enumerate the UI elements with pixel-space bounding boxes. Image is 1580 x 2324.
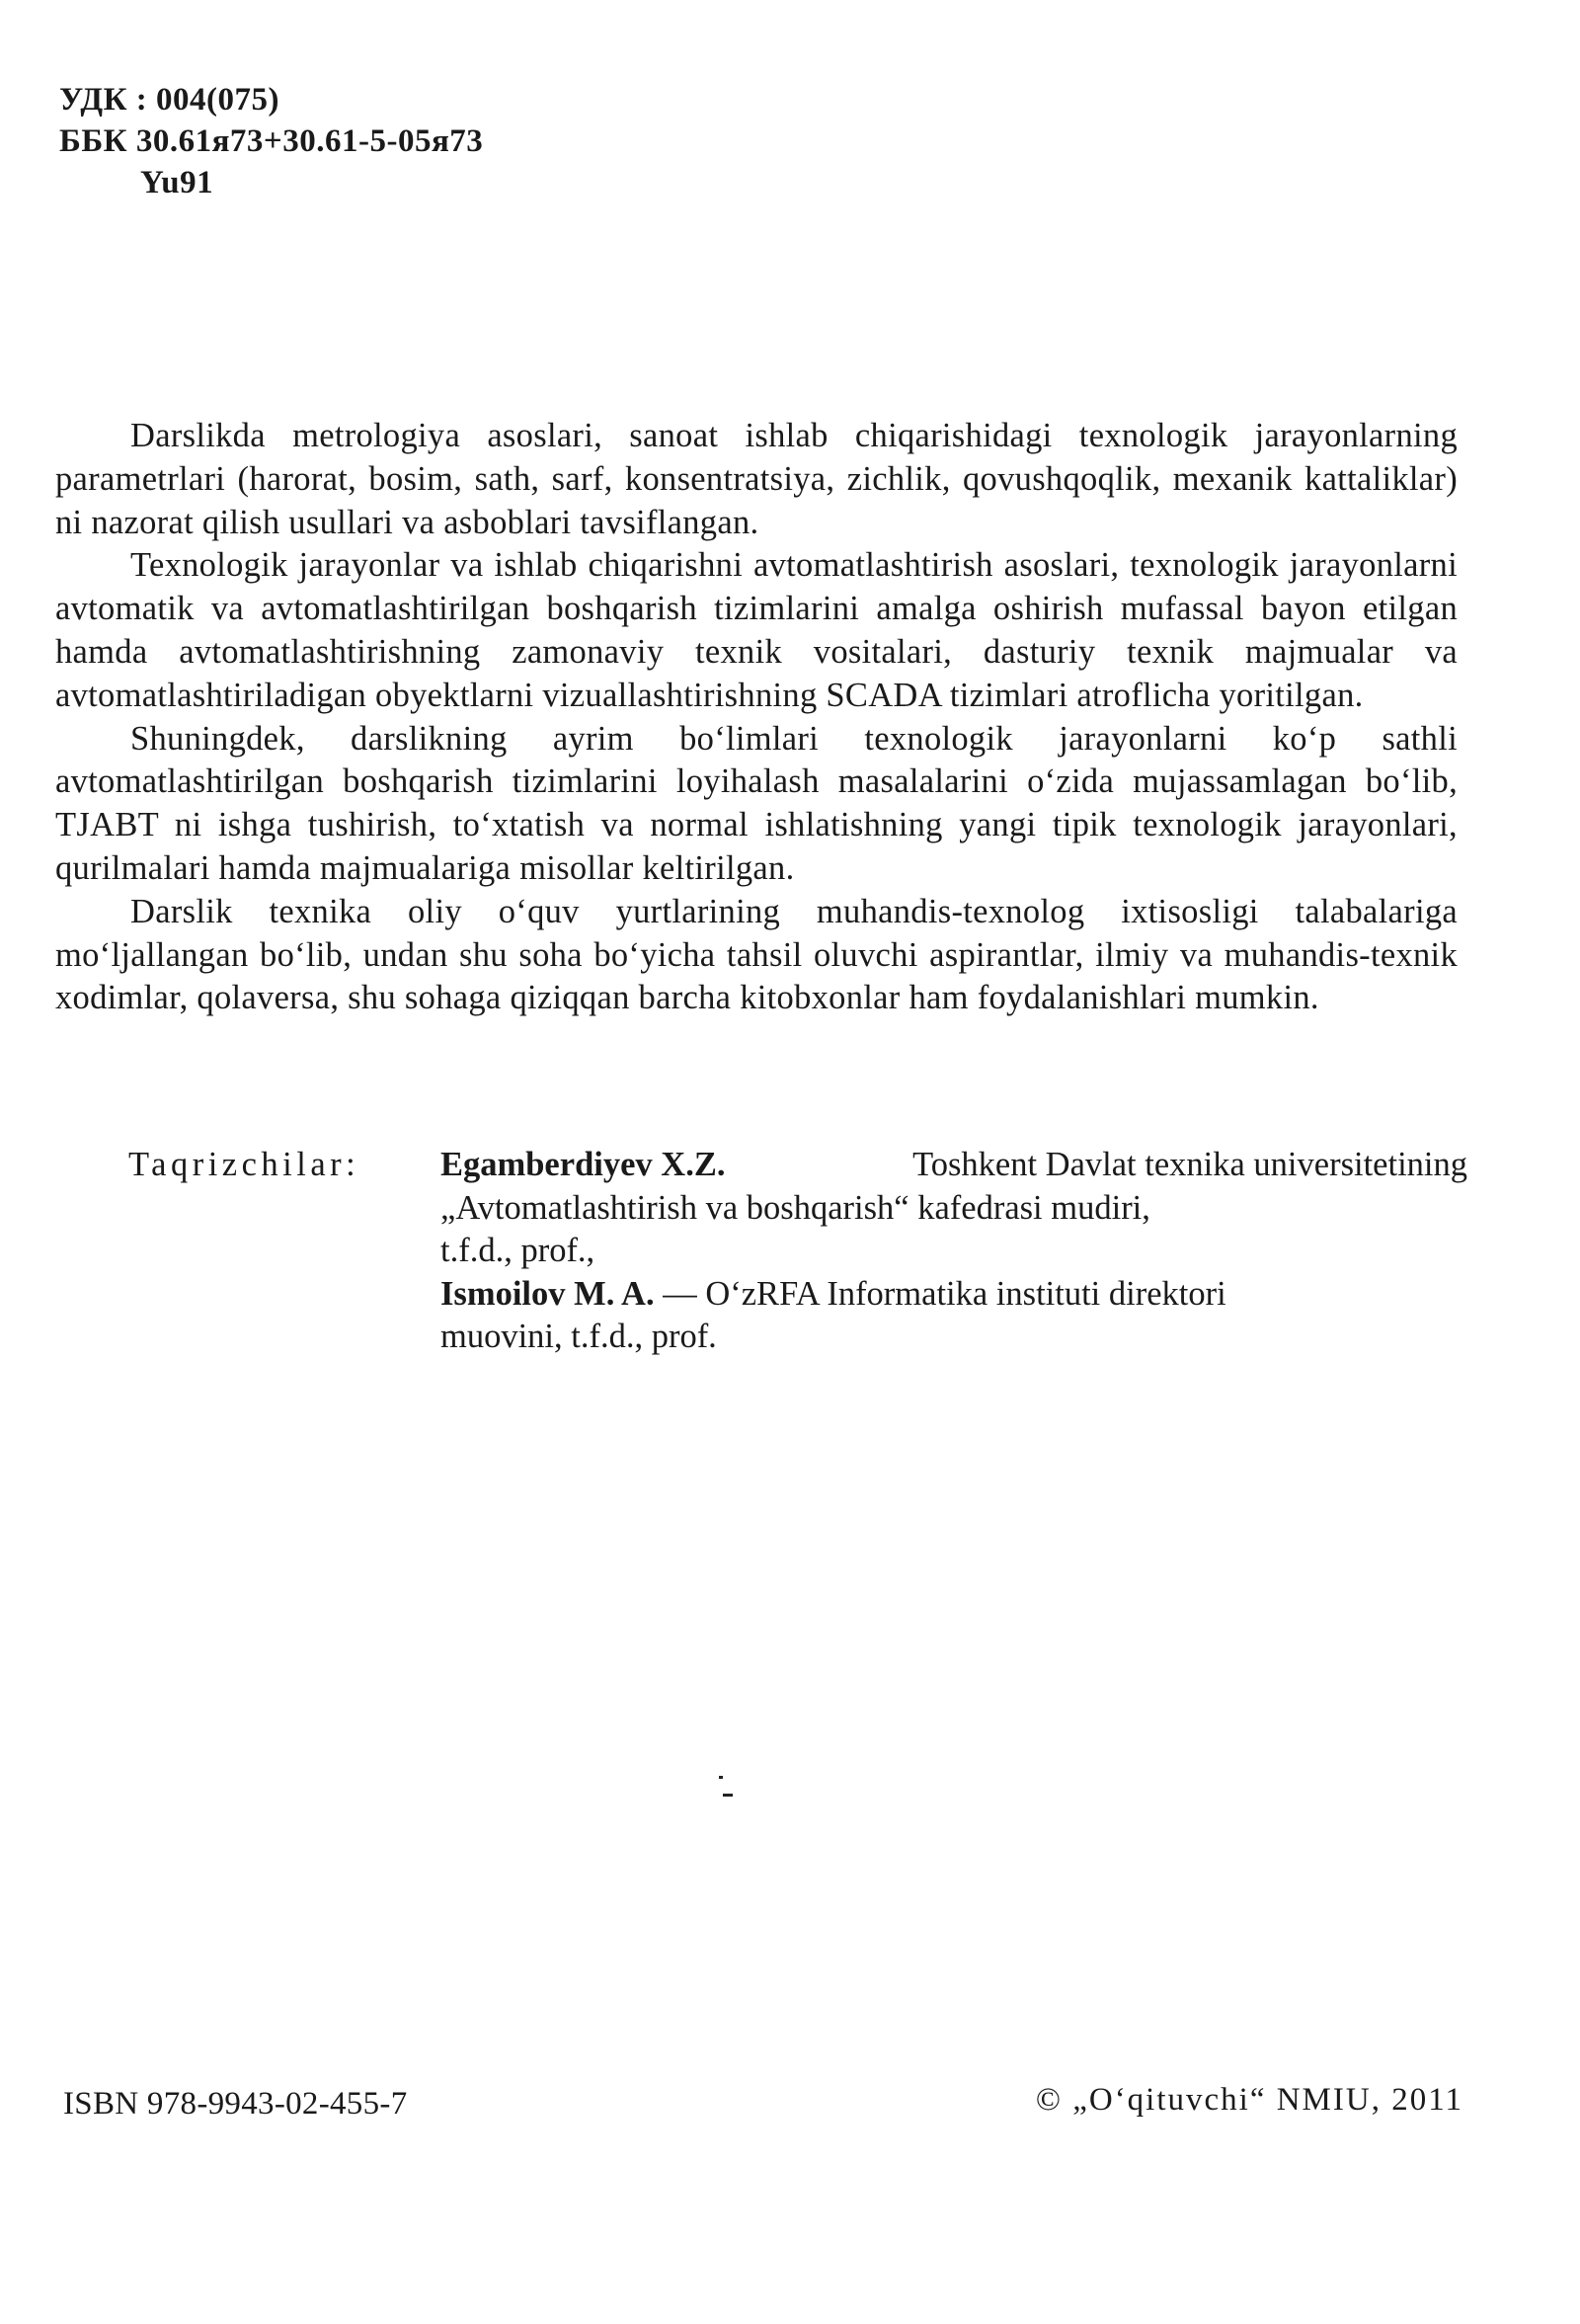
reviewer-name: Egamberdiyev X.Z.: [440, 1146, 726, 1183]
reviewer-name: Ismoilov M. A.: [440, 1274, 655, 1313]
reviewer-position: „Avtomatlashtirish va boshqarish“ kafedrasi mudiri,: [440, 1188, 1150, 1227]
reviewers-list: [440, 1144, 1467, 1359]
bbk-code: ББК 30.61я73+30.61-5-05я73: [59, 123, 484, 159]
reviewer-entry: [440, 1144, 1467, 1273]
reviewer-position: — O‘zRFA Informatika instituti direktori: [663, 1274, 1226, 1313]
print-speck: [719, 1768, 739, 1772]
annotation-paragraph: Shuningdek, darslikning ayrim bo‘limlari texnologik jarayonlarni ko‘p sathli avtomatlashtirilgan boshqarish tizimlarini loyihalash masalalarini o‘zida mujassamlagan bo‘lib, TJABT ni ishga tushirish, to‘xtatish va normal ishlatishning yangi tipik texnologik jarayonlari, qurilmalari hamda majmualariga misollar keltirilgan.: [55, 719, 1458, 887]
reviewer-degree: muovini, t.f.d., prof.: [440, 1318, 717, 1355]
reviewer-degree: t.f.d., prof.,: [440, 1232, 595, 1269]
reviewers-label: Taqrizchilar:: [128, 1146, 360, 1183]
annotation-paragraph: Darslikda metrologiya asoslari, sanoat ishlab chiqarishidagi texnologik jarayonlarning parametrlari (harorat, bosim, sath, sarf, konsentratsiya, zichlik, qovushqoqlik, mexanik kattaliklar) ni nazorat qilish usullari va asboblari tavsiflangan.: [55, 417, 1458, 541]
isbn-number: ISBN 978-9943-02-455-7: [63, 2086, 408, 2122]
reviewer-first-line: [440, 1144, 1467, 1187]
copyright-notice: © „O‘qituvchi“ NMIU, 2011: [1035, 2082, 1463, 2118]
udk-code: УДК : 004(075): [59, 82, 279, 118]
reviewer-first-line: [440, 1273, 1467, 1317]
classification-block: [59, 79, 483, 203]
annotation-text: [55, 415, 1458, 1020]
reviewer-entry: [440, 1273, 1467, 1359]
author-mark: Yu91: [140, 165, 214, 200]
annotation-paragraph: Texnologik jarayonlar va ishlab chiqarishni avtomatlashtirish asoslari, texnologik jarayonlarni avtomatik va avtomatlashtirilgan boshqarish tizimlarini amalga oshirish mufassal bayon etilgan hamda avtomatlashtirishning zamonaviy texnik vositalari, dasturiy texnik majmualar va avtomatlashtiriladigan obyektlarni vizuallashtirishning SCADA tizimlari atroflicha yoritilgan.: [55, 546, 1458, 714]
reviewer-position: Toshkent Davlat texnika universitetining: [912, 1146, 1467, 1183]
annotation-paragraph: Darslik texnika oliy o‘quv yurtlarining muhandis-texnolog ixtisosligi talabalariga mo‘ljallangan bo‘lib, undan shu soha bo‘yicha tahsil oluvchi aspirantlar, ilmiy va muhandis-texnik xodimlar, qolaversa, shu sohaga qiziqqan barcha kitobxonlar ham foydalanishlari mumkin.: [55, 892, 1458, 1017]
